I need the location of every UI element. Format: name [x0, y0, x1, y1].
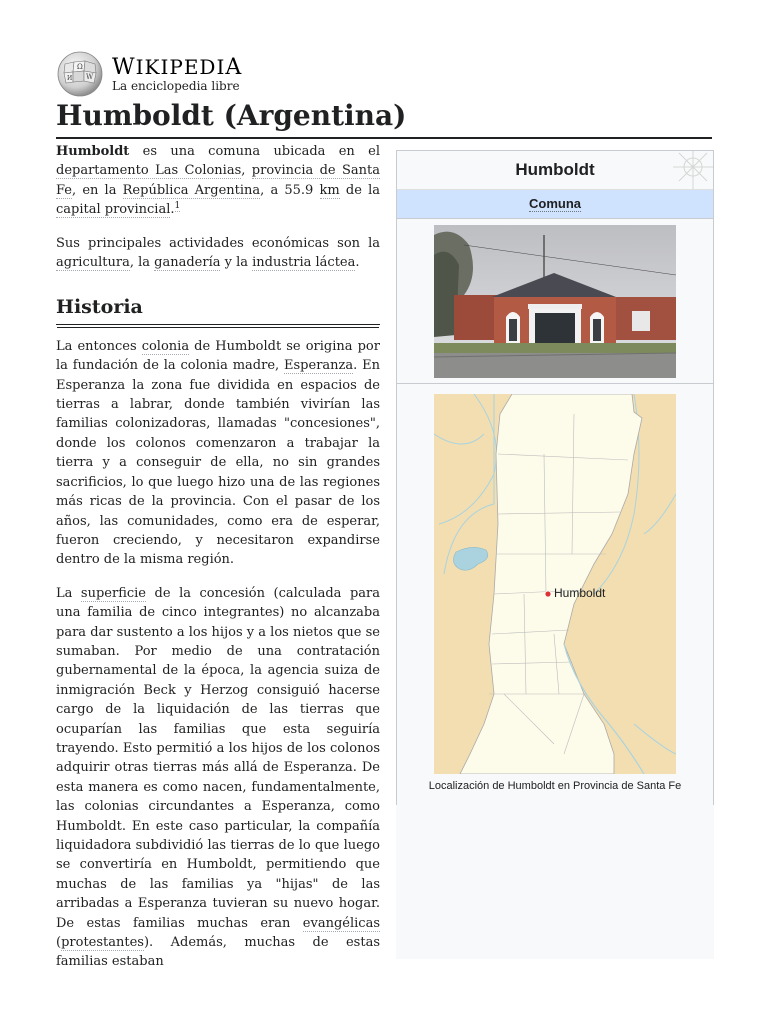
infobox-category [397, 190, 713, 219]
article-subject: Humboldt [56, 144, 130, 159]
article-body [56, 142, 380, 986]
link-capital-provincial[interactable]: capital provincial [56, 202, 171, 218]
link-protestantes[interactable]: protestantes [61, 935, 144, 951]
section-heading-historia: Historia [56, 298, 380, 324]
svg-text:И: И [67, 75, 73, 82]
intro-paragraph-2: Sus principales actividades económicas son la agricultura, la ganadería y la industria láctea. [56, 235, 380, 271]
svg-text:Ω: Ω [77, 63, 83, 71]
link-colonia[interactable]: colonia [141, 338, 190, 354]
link-departamento-las-colonias[interactable]: departamento Las Colonias [56, 163, 242, 179]
wikipedia-wordmark[interactable] [112, 56, 242, 93]
link-esperanza[interactable]: Esperanza [284, 358, 354, 374]
wikipedia-globe-icon[interactable] [56, 50, 104, 98]
link-industria-lactea[interactable]: industria láctea [252, 255, 356, 271]
map-caption: Localización de Humboldt en Provincia de Santa Fe [428, 780, 682, 792]
town-hall-photo[interactable] [434, 225, 676, 378]
infobox-map-container [397, 384, 713, 774]
photo-sign [528, 304, 582, 309]
svg-text:W: W [86, 73, 94, 81]
infobox-category-link[interactable]: Comuna [529, 196, 581, 211]
location-marker [545, 591, 551, 597]
map-label: Humboldt [554, 586, 606, 600]
infobox [396, 150, 714, 806]
link-republica-argentina[interactable]: República Argentina [122, 182, 261, 198]
infobox-title-text: Humboldt [515, 160, 595, 179]
intro-paragraph-1: Humboldt es una comuna ubicada en el departamento Las Colonias, provincia de Santa Fe, en la República Argentina, a 55.9 km de la capital provincial.$^1$ [56, 144, 381, 218]
location-map[interactable] [434, 394, 676, 774]
historia-paragraph-2: La superficie de la concesión (calculada para una familia de cinco integrantes) no alcanzaba para dar sustento a los hijos y a los nietos que se sumaban. Por medio de una contratación gubernamental de la época, la agencia suiza de inmigración Beck y Herzog consiguió hacerse cargo de la liquidación de las tierras que ocuparían las familias que esta seguiría trayendo. Esto permitió a los hijos de los colonos adquirir otras tierras más allá de Esperanza. De esta manera es como nacen, fundamentalmente, las colonias circundantes a Esperanza, como Humboldt. En este caso particular, la compañía liquidadora subdividió las tierras de lo que luego se convertiría en Humboldt, permitiendo que muchas de las familias ya "hijas" de las arribadas a Esperanza tuvieran su nuevo hogar. De estas familias muchas eran evangélicas (protestantes). Además, muchas de estas familias estaban [56, 585, 381, 970]
historia-paragraph-1: La entonces colonia de Humboldt se origina por la fundación de la colonia madre, Esperanza. En Esperanza la zona fue dividida en espacios de tierras a labrar, donde también vivirían las familias colonizadoras, llamadas "concesiones", donde los colonos comenzaron a trabajar la tierra y a conseguir de ella, no sin grandes sacrificios, lo que luego hizo una de las regiones más ricas de la provincia. Con el pasar de los años, las comunidades, como era de esperar, fueron creciendo, y necesitaron expandirse dentro de la misma región. [56, 338, 380, 568]
infobox-bottom-area [396, 805, 714, 959]
infobox-photo-container [397, 219, 713, 384]
link-evangelicas[interactable]: evangélicas [302, 915, 380, 931]
link-provincia-santa-fe[interactable]: provincia de Santa Fe [56, 163, 381, 198]
coat-of-arms-watermark-icon [643, 151, 713, 189]
reference-link[interactable]: 1 [174, 200, 181, 211]
infobox-title [397, 151, 713, 190]
page-title: Humboldt (Argentina) [56, 96, 712, 139]
link-km[interactable]: km [319, 182, 340, 198]
link-agricultura[interactable]: agricultura [56, 255, 130, 271]
wikipedia-header[interactable] [56, 52, 242, 96]
wordmark-title: WIKIPEDIA [112, 54, 243, 80]
link-ganaderia[interactable]: ganadería [154, 255, 221, 271]
link-superficie[interactable]: superficie [80, 585, 146, 601]
wordmark-subtitle: La enciclopedia libre [112, 78, 240, 93]
